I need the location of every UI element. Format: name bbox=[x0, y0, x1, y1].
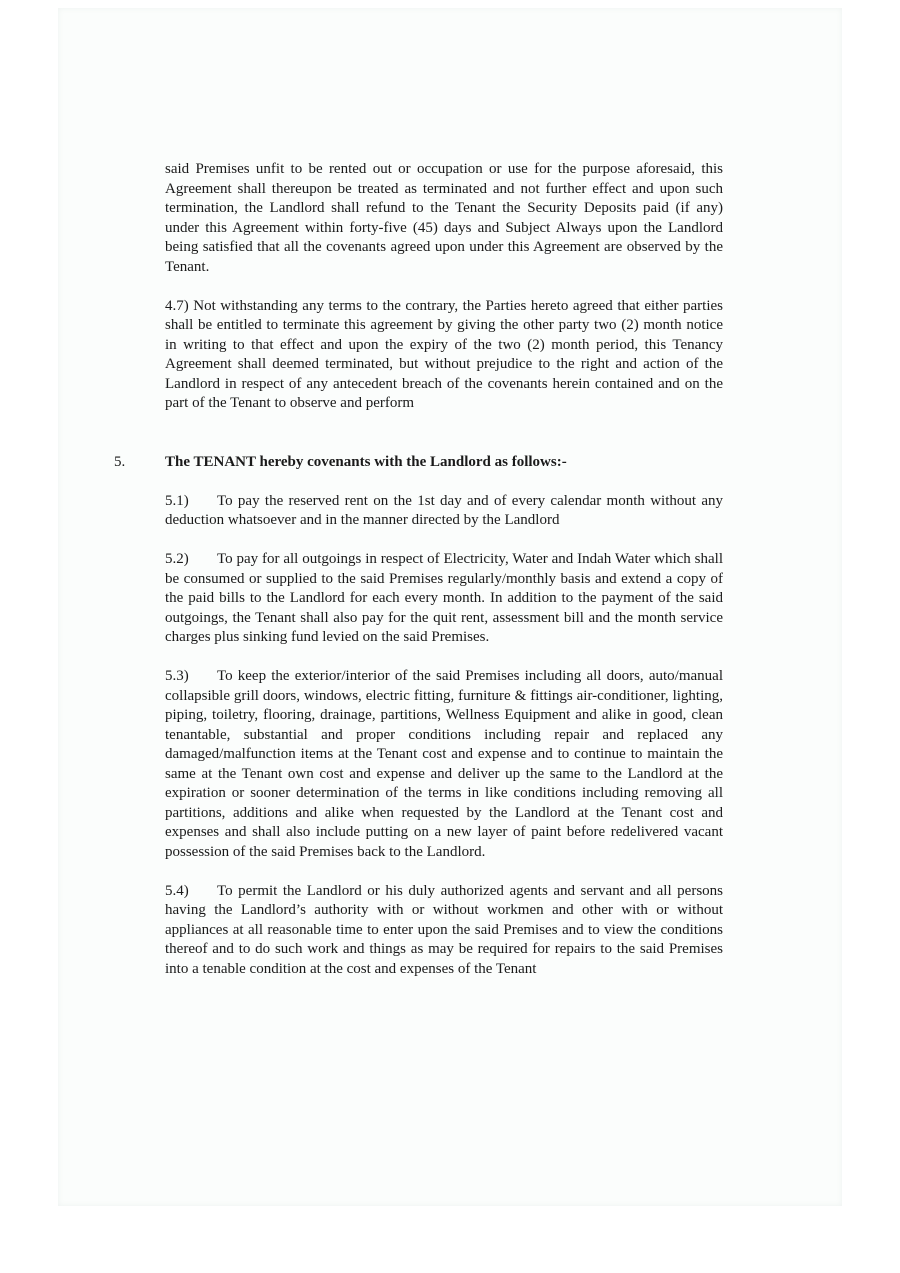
clause-4-7: 4.7) Not withstanding any terms to the contrary, the Parties hereto agreed that either parties shall be entitled to terminate this agreement by giving the other party two (2) month notice in writing to that effect and upon the expiry of the two (2) month period, this Tenancy Agreement shall deemed terminated, but without prejudice to the right and action of the Landlord in respect of any antecedent breach of the covenants herein contained and on the part of the Tenant to observe and perform bbox=[165, 297, 723, 411]
section-5-heading bbox=[114, 453, 723, 473]
section-number: 5. bbox=[114, 453, 126, 470]
intro-paragraph: said Premises unfit to be rented out or occupation or use for the purpose aforesaid, this Agreement shall thereupon be treated as terminated and not further effect and upon such termination, the Landlord shall refund to the Tenant the Security Deposits paid (if any) under this Agreement within forty-five (45) days and Subject Always upon the Landlord being satisfied that all the covenants agreed upon under this Agreement are observed by the Tenant. bbox=[165, 161, 723, 275]
clause-5-3 bbox=[165, 667, 723, 862]
section-heading-text: The TENANT hereby covenants with the Landlord as follows:- bbox=[165, 453, 567, 470]
document-body bbox=[114, 160, 723, 999]
clause-5-4 bbox=[165, 882, 723, 980]
clause-number: 5.4) bbox=[165, 882, 189, 899]
clause-text: To pay the reserved rent on the 1st day and of every calendar month without any deduction whatsoever and in the manner directed by the Landlord bbox=[165, 492, 723, 528]
clause-number: 5.1) bbox=[165, 492, 189, 509]
clause-5-1 bbox=[165, 492, 723, 531]
clause-text: To keep the exterior/interior of the said Premises including all doors, auto/manual collapsible grill doors, windows, electric fitting, furniture & fittings air-conditioner, lighting, piping, toiletry, flooring, drainage, partitions, Wellness Equipment and alike in good, clean tenantable, substantial and proper conditions including repair and replaced any damaged/malfunction items at the Tenant cost and expense and to continue to maintain the same at the Tenant own cost and expense and deliver up the same to the Landlord at the expiration or sooner determination of the terms in like conditions including removing all partitions, additions and alike when requested by the Landlord at the Tenant cost and expenses and shall also include putting on a new layer of paint before redelivered vacant possession of the said Premises back to the Landlord. bbox=[165, 668, 723, 860]
clause-text: To pay for all outgoings in respect of Electricity, Water and Indah Water which shall be consumed or supplied to the said Premises regularly/monthly basis and extend a copy of the paid bills to the Landlord for each every month. In addition to the payment of the said outgoings, the Tenant shall also pay for the quit rent, assessment bill and the month service charges plus sinking fund levied on the said Premises. bbox=[165, 551, 723, 645]
clause-number: 5.2) bbox=[165, 551, 189, 567]
clause-text: To permit the Landlord or his duly authorized agents and servant and all persons having the Landlord’s authority with or without workmen and other with or without appliances at all reasonable time to enter upon the said Premises and to view the conditions thereof and to do such work and things as may be required for repairs to the said Premises into a tenable condition at the cost and expenses of the Tenant bbox=[165, 882, 723, 977]
clause-5-2 bbox=[165, 550, 723, 648]
clause-number: 5.3) bbox=[165, 668, 189, 684]
